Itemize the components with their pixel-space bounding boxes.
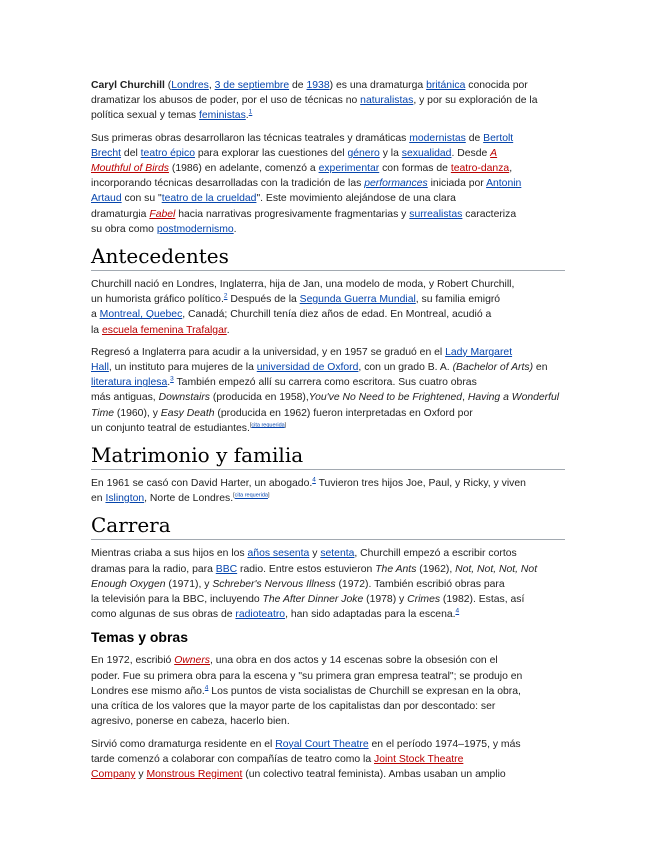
link-mouthful-1[interactable]: A [490,147,498,159]
intro-paragraph-1: Caryl Churchill (Londres, 3 de septiembre de 1938) es una dramaturga británica conocida por dramatizar los abusos de poder, por el uso de técnicas no naturalistas, y por su exploración de la política sexual y temas feministas.$^1$ [91,80,538,122]
link-brecht-1[interactable]: Bertolt [483,132,514,144]
link-mouthful-2[interactable]: Mouthful of Birds [91,163,169,175]
antecedentes-paragraph-1: Churchill nació en Londres, Inglaterra, hija de Jan, una modelo de moda, y Robert Churchill, un humorista gráfico político.$^2$ Después de la Segunda Guerra Mundial, su familia emigró a Montreal, Quebec, Canadá; Churchill tenía diez años de edad. En Montreal, acudió a la escuela femenina Trafalgar. [91,279,515,336]
title-not-not: Not, Not, Not, Not Enough Oxygen [91,563,538,590]
link-surrealistas[interactable]: surrealistas [409,208,463,220]
link-setenta[interactable]: setenta [320,548,355,560]
article-body [91,78,565,789]
ref-3[interactable]: 3 [170,375,174,383]
citation-needed-2[interactable]: cita requerida [234,492,268,499]
ref-4b[interactable]: 4 [455,607,460,615]
title-having: Having a Wonderful Time [91,392,560,419]
carrera-paragraph: Mientras criaba a sus hijos en los años sesenta y setenta, Churchill empezó a escribir cortos dramas para la radio, para BBC radio. Entre estos estuvieron The Ants (1962), Not, Not, Not, Not Enough Oxygen (1971), y Schreber's Nervous Illness (1972). También escribió obras para la televisión para la BBC, incluyendo The After Dinner Joke (1978) y Crimes (1982). Estas, así como algunas de sus obras de radioteatro, han sido adaptadas para la escena.$^4$ [91,548,538,621]
title-schreber: Schreber's Nervous Illness [212,578,336,590]
intro-paragraph-2: Sus primeras obras desarrollaron las técnicas teatrales y dramáticas modernistas de Bertolt Brecht del teatro épico para explorar las cuestiones del género y la sexualidad. Desde A Mouthful of Birds (1986) en adelante, comenzó a experimentar con formas de teatro-danza, incorporando técnicas desarrolladas con la tradición de las performances iniciada por Antonin Artaud con su "teatro de la crueldad". Este movimiento alejándose de una clara dramaturgia Fabel hacia narrativas progresivamente fragmentarias y surrealistas caracteriza su obra como postmodernismo. [91,132,522,235]
title-crimes: Crimes [407,594,441,606]
link-islington[interactable]: Islington [105,493,145,505]
link-fabel[interactable]: Fabel [149,208,176,220]
heading-temas: Temas y obras [91,629,189,646]
title-youve: You've No Need to be Frightened [308,392,463,404]
link-artaud-2[interactable]: Artaud [91,193,122,205]
link-crueldad[interactable]: teatro de la crueldad [161,193,257,205]
link-lady-margaret-2[interactable]: Hall [91,362,109,374]
bachelor-text: (Bachelor of Arts) [452,362,534,374]
link-owners[interactable]: Owners [174,655,210,667]
matrimonio-paragraph: En 1961 se casó con David Harter, un abogado.$^4$ Tuvieron tres hijos Joe, Paul, y Ricky, y viven en Islington, Norte de Londres.[cita requerida] [91,476,526,505]
heading-carrera: Carrera [91,513,565,540]
link-escuela-trafalgar[interactable]: escuela femenina Trafalgar [101,324,227,336]
link-postmodernismo[interactable]: postmodernismo [156,223,234,235]
ref-4a[interactable]: 4 [312,476,316,484]
link-britanica[interactable]: británica [426,80,466,91]
heading-antecedentes: Antecedentes [91,244,565,271]
link-performances[interactable]: performances [364,178,428,190]
title-dinner-joke: The After Dinner Joke [262,594,364,606]
link-year[interactable]: 1938 [306,80,330,91]
link-segunda-guerra[interactable]: Segunda Guerra Mundial [299,294,416,306]
link-lady-margaret-1[interactable]: Lady Margaret [445,346,513,358]
link-joint-stock-2[interactable]: Company [91,768,136,780]
link-londres[interactable]: Londres [171,80,209,91]
ref-1[interactable]: 1 [248,108,253,116]
link-anos-sesenta[interactable]: años sesenta [247,548,310,560]
link-montreal[interactable]: Montreal, Quebec [99,309,183,321]
antecedentes-paragraph-2: Regresó a Inglaterra para acudir a la universidad, y en 1957 se graduó en el Lady Margaret Hall, un instituto para mujeres de la universidad de Oxford, con un grado B. A. (Bachelor of Arts) en literatura inglesa.$^3$ También empezó allí su carrera como escritora. Sus cuatro obras más antiguas, Downstairs (producida en 1958),You've No Need to be Frightened, Having a Wonderful Time (1960), y Easy Death (producida en 1962) fueron interpretadas en Oxford por un conjunto teatral de estudiantes.[cita requerida] [91,346,560,434]
title-downstairs: Downstairs [158,392,210,404]
ref-2[interactable]: 2 [223,292,228,300]
link-feministas[interactable]: feministas [199,110,246,122]
link-brecht-2[interactable]: Brecht [91,147,122,159]
link-experimentar[interactable]: experimentar [318,163,380,175]
link-oxford[interactable]: universidad de Oxford [256,362,359,374]
link-literatura-inglesa[interactable]: literatura inglesa [91,377,168,389]
heading-matrimonio: Matrimonio y familia [91,443,565,470]
temas-paragraph-2: Sirvió como dramaturga residente en el Royal Court Theatre en el período 1974–1975, y más tarde comenzó a colaborar con compañías de teatro como la Joint Stock Theatre Company y Monstrous Regiment (un colectivo teatral feminista). Ambas usaban un amplio [91,738,521,780]
link-sexualidad[interactable]: sexualidad [401,147,452,159]
link-genero[interactable]: género [347,147,380,159]
link-modernistas[interactable]: modernistas [409,132,466,144]
title-easy-death: Easy Death [160,407,215,419]
link-artaud-1[interactable]: Antonin [486,178,522,190]
citation-needed-1[interactable]: cita requerida [251,422,285,429]
link-radioteatro[interactable]: radioteatro [235,609,286,621]
link-teatro-epico[interactable]: teatro épico [140,147,195,159]
link-monstrous-regiment[interactable]: Monstrous Regiment [146,768,243,780]
ref-4c[interactable]: 4 [204,684,209,692]
link-royal-court[interactable]: Royal Court Theatre [275,738,369,750]
link-teatro-danza[interactable]: teatro-danza [450,163,510,175]
link-joint-stock-1[interactable]: Joint Stock Theatre [374,753,464,765]
subject-name: Caryl Churchill [91,80,165,91]
temas-paragraph-1: En 1972, escribió Owners, una obra en dos actos y 14 escenas sobre la obsesión con el poder. Fue su primera obra para la escena y "su primera gran empresa teatral"; se produjo en Londres ese mismo año.$^4$ Los puntos de vista socialistas de Churchill se expresan en la obra, una crítica de los valores que la mayor parte de los capitalistas dan por descontado: ser agresivo, ponerse en cabeza, hacerlo bien. [91,655,523,728]
link-bbc[interactable]: BBC [215,563,238,575]
link-date[interactable]: 3 de septiembre [214,80,290,91]
link-naturalistas[interactable]: naturalistas [360,95,414,107]
title-ants: The Ants [375,563,417,575]
